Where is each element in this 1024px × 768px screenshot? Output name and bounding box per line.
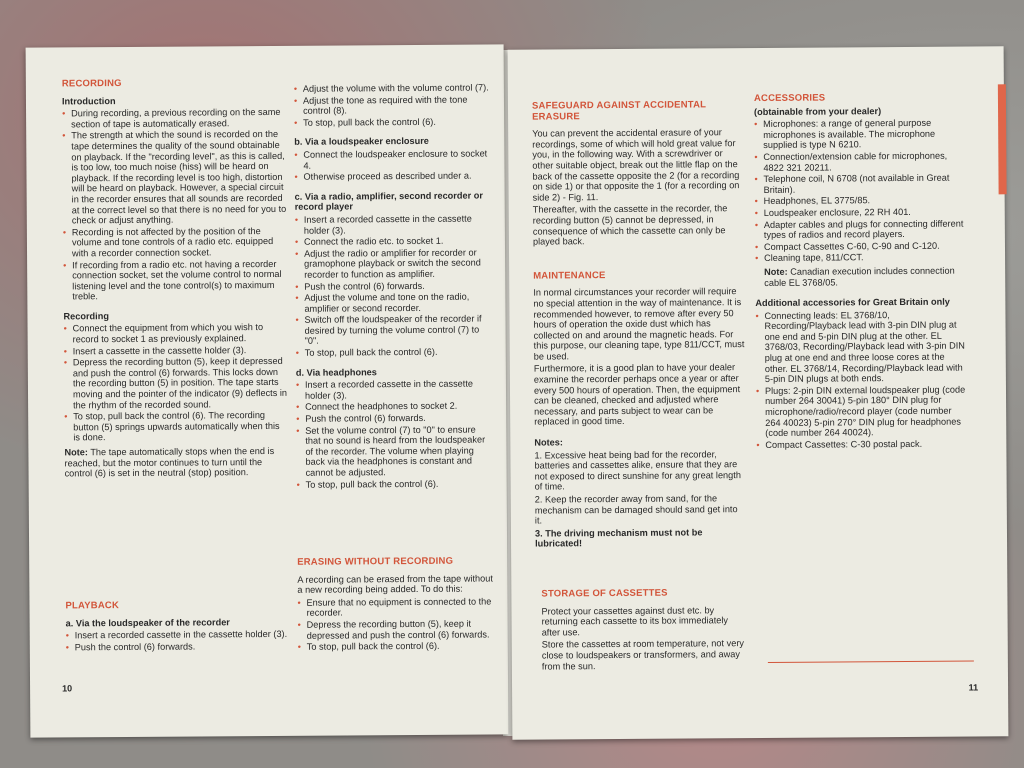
list-item: • To stop, pull back the control (6). The recording button (5) springs upwards automatically when this is done. xyxy=(64,410,288,443)
canada-note-text: Canadian execution includes connection cable EL 3768/05. xyxy=(764,265,955,288)
list-item: • Set the volume control (7) to "0" to ensure that no sound is heard from the loudspeaker of the recorder. The volume when playing back via the headphones is constant and cannot be adjusted. xyxy=(296,424,492,478)
list-item: • Connect the loudspeaker enclosure to socket 4. xyxy=(294,148,490,171)
canada-note-label: Note: xyxy=(764,266,788,277)
accessories-list xyxy=(754,118,967,264)
headphones-list xyxy=(296,379,493,490)
storage-heading: STORAGE OF CASSETTES xyxy=(541,587,668,600)
note-1: 1. Excessive heat being bad for the recorder, batteries and cassettes alike, ensure that they are not exposed to direct sunshine for any great length of time. xyxy=(534,448,741,492)
left-column-1 xyxy=(62,78,289,481)
right-column-2 xyxy=(754,93,968,452)
list-item: • Adjust the radio or amplifier for recorder or gramophone playback or switch the second recorder to function as amplifier. xyxy=(295,247,491,280)
safeguard-paragraph-2: Thereafter, with the cassette in the recorder, the recording button (5) cannot be depressed, in consequence of which the cassette can only be played back. xyxy=(532,203,728,247)
list-item: • Otherwise proceed as described under a. xyxy=(294,171,490,183)
radio-subheading: c. Via a radio, amplifier, second recorder or record player xyxy=(294,190,483,213)
recording-subheading: Recording xyxy=(63,310,109,322)
storage-paragraph-1: Protect your cassettes against dust etc. by returning each cassette to its box immediately after use. xyxy=(541,604,729,638)
list-item: • Headphones, EL 3775/85. xyxy=(755,195,967,207)
storage-paragraph-2: Store the cassettes at room temperature, not very close to loudspeakers or transformers, and away from the sun. xyxy=(541,638,745,672)
erasing-text: A recording can be erased from the tape without a new recording being added. To do this: xyxy=(297,573,493,595)
list-item: • Adjust the volume and tone on the radio, amplifier or second recorder. xyxy=(295,292,491,315)
list-item: • Adapter cables and plugs for connecting different types of radios and record players. xyxy=(755,218,967,241)
radio-list xyxy=(295,213,492,358)
list-item: • To stop, pull back the control (6). xyxy=(296,346,492,358)
list-item: • To stop, pull back the control (6). xyxy=(294,116,490,128)
note-text: The tape automatically stops when the end is reached, but the motor continues to turn until the control (6) is set in the neutral (stop) position. xyxy=(64,445,275,479)
notes-heading: Notes: xyxy=(534,437,563,448)
note-label: Note: xyxy=(64,447,88,458)
footer-rule xyxy=(768,660,974,662)
loudspeaker-subheading: b. Via a loudspeaker enclosure xyxy=(294,136,429,148)
erasing-section xyxy=(297,556,494,653)
headphones-subheading: d. Via headphones xyxy=(295,366,377,378)
list-item: • Microphones: a range of general purpose microphones is available. The microphone supplied is type N 6210. xyxy=(754,118,966,151)
playback-subheading: a. Via the loudspeaker of the recorder xyxy=(65,616,230,629)
list-item: • Push the control (6) forwards. xyxy=(66,641,290,653)
right-column-1 xyxy=(532,100,747,551)
great-britain-list xyxy=(755,309,968,450)
page-number-left: 10 xyxy=(62,683,73,694)
list-item: • Connect the radio etc. to socket 1. xyxy=(295,236,491,248)
list-item: • The strength at which the sound is recorded on the tape determines the quality of the sound obtainable on playback. If the "recording level", as this is called, is too low, too much noise (hiss) will be heard on playback. If the recording level is too high, distortion will be heard on playback. However, a special circuit in the recorder ensures that all sounds are recorded at the correct level so that there is no need for you to check or adjust anything. xyxy=(62,129,287,226)
storage-section xyxy=(541,588,748,674)
right-page xyxy=(508,46,1009,739)
list-item: • Adjust the volume with the volume control (7). xyxy=(294,82,490,94)
left-column-2 xyxy=(294,82,493,491)
list-item: • Adjust the tone as required with the tone control (8). xyxy=(294,94,490,117)
recording-note xyxy=(64,446,288,479)
note-3: 3. The driving mechanism must not be lubricated! xyxy=(534,527,703,549)
list-item: • Insert a cassette in the cassette holder (3). xyxy=(64,345,288,357)
list-item: • To stop, pull back the control (6). xyxy=(297,478,493,490)
accessories-heading: ACCESSORIES xyxy=(753,92,826,105)
list-item: • Insert a recorded cassette in the cassette holder (3). xyxy=(66,629,290,641)
list-item: • To stop, pull back the control (6). xyxy=(298,641,494,653)
list-item: • Compact Cassettes C-60, C-90 and C-120. xyxy=(755,240,967,252)
maintenance-paragraph-1: In normal circumstances your recorder will require no special attention in the way of maintenance. It is recommended however, to remove after every 50 hours of operation the oxide dust which has collected on and around the magnetic heads. For this purpose, our cleaning tape, type 811/CCT, must be used. xyxy=(533,286,745,362)
list-item: • Insert a recorded cassette in the cassette holder (3). xyxy=(295,213,491,236)
list-item: • If recording from a radio etc. not having a recorder connection socket, set the volume control to normal listening level and the tone control(s) to maximum treble. xyxy=(63,258,287,302)
recording-steps-list xyxy=(64,322,289,443)
list-item: • Push the control (6) forwards. xyxy=(295,280,491,292)
erasing-heading: ERASING WITHOUT RECORDING xyxy=(297,555,454,568)
playback-list xyxy=(66,629,290,653)
accessories-subheading: (obtainable from your dealer) xyxy=(754,105,882,117)
list-item: • Ensure that no equipment is connected to the recorder. xyxy=(297,596,493,619)
left-page xyxy=(26,44,509,737)
maintenance-paragraph-2: Furthermore, it is a good plan to have your dealer examine the recorder perhaps once a year or after every 500 hours of operation. Then, the equipment can be cleaned, checked and adjusted where necessary, and parts subject to wear can be replaced in good time. xyxy=(533,362,741,428)
loudspeaker-list xyxy=(294,148,490,182)
note-2: 2. Keep the recorder away from sand, for the mechanism can be damaged should sand get into it. xyxy=(534,493,738,526)
list-item: • Loudspeaker enclosure, 22 RH 401. xyxy=(755,206,967,218)
safeguard-heading: SAFEGUARD AGAINST ACCIDENTAL ERASURE xyxy=(531,99,706,123)
playback-heading: PLAYBACK xyxy=(65,600,120,612)
list-item: • Cleaning tape, 811/CCT. xyxy=(755,252,967,264)
great-britain-subheading: Additional accessories for Great Britain only xyxy=(755,296,950,309)
safeguard-paragraph-1: You can prevent the accidental erasure of your recordings, some of which will hold great value for you, in the following way. With a screwdriver or other suitable object, break out the little flap on the back of the cassette opposite the 2 (for a recording on side 1) or that opposite the 1 (for a recording on side 2) - Fig. 11. xyxy=(532,127,740,203)
introduction-list xyxy=(62,107,287,302)
section-tab xyxy=(998,84,1007,194)
list-item: • Depress the recording button (5), keep it depressed and push the control (6) forwards. This locks down the recording button (5) in position. The tape starts moving and the pointer of the indicator (9) deflects in the rhythm of the recorded sound. xyxy=(64,356,288,411)
volume-list xyxy=(294,82,490,128)
list-item: • Push the control (6) forwards. xyxy=(296,412,492,424)
introduction-subheading: Introduction xyxy=(61,95,116,107)
list-item: • Switch off the loudspeaker of the recorder if desired by turning the volume control (7) to "0". xyxy=(295,314,491,347)
list-item: • Telephone coil, N 6708 (not available in Great Britain). xyxy=(754,173,966,196)
erasing-list xyxy=(297,596,493,652)
list-item: • Recording is not affected by the position of the volume and tone controls of a radio etc. equipped with a recorder connection socket. xyxy=(63,226,287,259)
recording-heading: RECORDING xyxy=(61,78,122,90)
list-item: • Compact Cassettes: C-30 postal pack. xyxy=(756,438,968,450)
playback-section xyxy=(65,600,289,654)
list-item: • Connection/extension cable for microphones, 4822 321 20211. xyxy=(754,151,966,174)
list-item: • Connecting leads: EL 3768/10, Recording/Playback lead with 3-pin DIN plug at one end and 5-pin DIN plug at the other. EL 3768/03, Recording/Playback lead with 3-pin DIN plug at one end and three loose cores at the other. EL 3768/14, Recording/Playback lead with 5-pin DIN plugs at both ends. xyxy=(755,309,968,385)
list-item: • Connect the equipment from which you wish to record to socket 1 as previously explained. xyxy=(64,322,288,345)
page-number-right: 11 xyxy=(968,682,979,693)
list-item: • Plugs: 2-pin DIN external loudspeaker plug (code number 264 30041) 5-pin 180° DIN plug for microphone/radio/record player (code number 264 40023) 5-pin 270° DIN plug for headphones (code number 264 40024). xyxy=(756,384,968,438)
list-item: • During recording, a previous recording on the same section of tape is automatically erased. xyxy=(62,107,286,130)
list-item: • Insert a recorded cassette in the cassette holder (3). xyxy=(296,379,492,402)
canada-note xyxy=(755,265,967,288)
list-item: • Depress the recording button (5), keep it depressed and push the control (6) forwards. xyxy=(298,618,494,641)
list-item: • Connect the headphones to socket 2. xyxy=(296,401,492,413)
maintenance-heading: MAINTENANCE xyxy=(533,269,606,282)
